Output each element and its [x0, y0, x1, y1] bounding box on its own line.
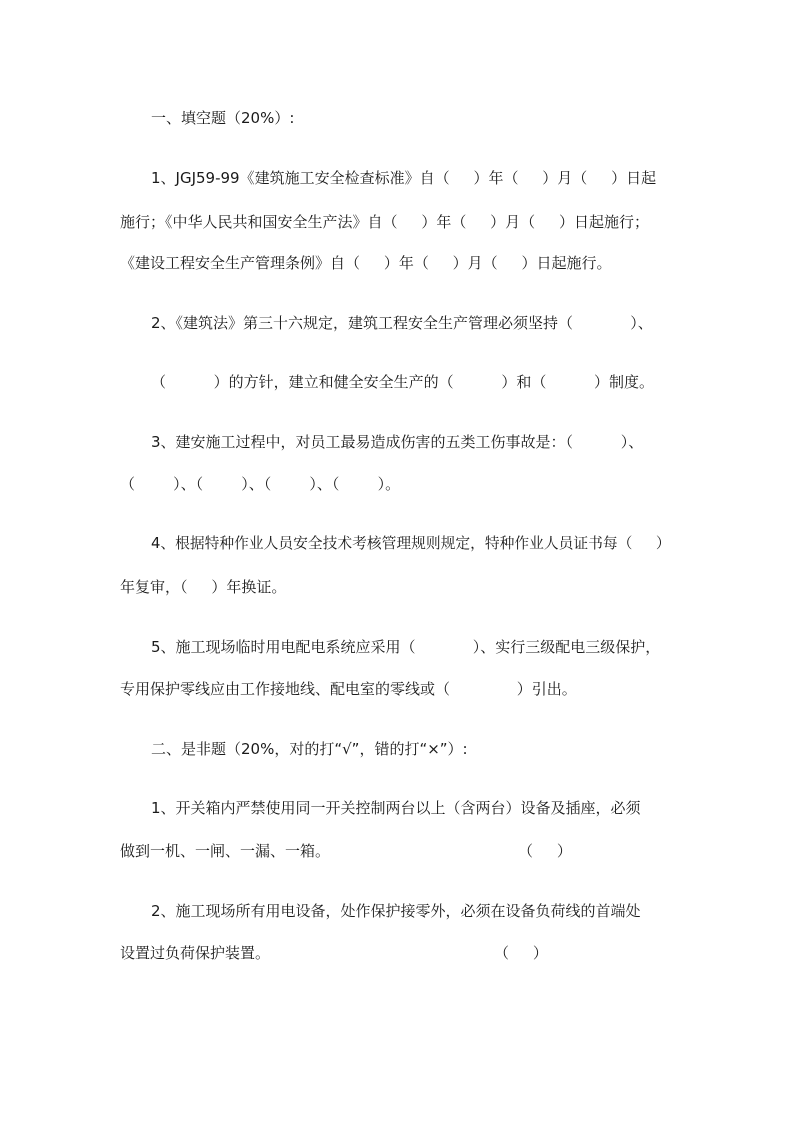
q5-line1: 5、施工现场临时用电配电系统应采用（ ）、实行三级配电三级保护，: [151, 638, 661, 656]
section2-heading: 二、是非题（20%，对的打“√”，错的打“×”）:: [151, 740, 468, 758]
tf2-answer-paren: （ ）: [494, 944, 548, 962]
tf1-answer-paren: （ ）: [518, 842, 572, 860]
q2-line2: （ ）的方针，建立和健全安全生产的（ ）和（ ）制度。: [151, 373, 655, 391]
q4-line1: 4、根据特种作业人员安全技术考核管理规则规定，特种作业人员证书每（ ）: [151, 535, 671, 552]
tf2-line1: 2、施工现场所有用电设备，处作保护接零外，必须在设备负荷线的首端处: [151, 902, 641, 920]
q2-line1: 2、《建筑法》第三十六规定，建筑工程安全生产管理必须坚持（ ）、: [151, 314, 653, 332]
q3-line2: （ ）、（ ）、（ ）、（ ）。: [120, 475, 401, 493]
tf1-line2: 做到一机、一闸、一漏、一箱。: [120, 842, 331, 860]
q3-line1: 3、建安施工过程中，对员工最易造成伤害的五类工伤事故是：（ ）、: [151, 433, 644, 451]
tf1-line1: 1、开关箱内严禁使用同一开关控制两台以上（含两台）设备及插座，必须: [151, 799, 641, 817]
q1-line3: 《建设工程安全生产管理条例》自（ ）年（ ）月（ ）日起施行。: [120, 254, 612, 272]
q1-line2: 施行；《中华人民共和国安全生产法》自（ ）年（ ）月（ ）日起施行；: [120, 213, 650, 231]
section1-heading: 一、填空题（20%）:: [151, 109, 295, 127]
q1-line1: 1、JGJ59-99《建筑施工安全检查标准》自（ ）年（ ）月（ ）日起: [151, 169, 657, 187]
q4-line2: 年复审，（ ）年换证。: [120, 578, 287, 596]
tf2-line2: 设置过负荷保护装置。: [120, 944, 271, 962]
q5-line2: 专用保护零线应由工作接地线、配电室的零线或（ ）引出。: [120, 680, 577, 698]
